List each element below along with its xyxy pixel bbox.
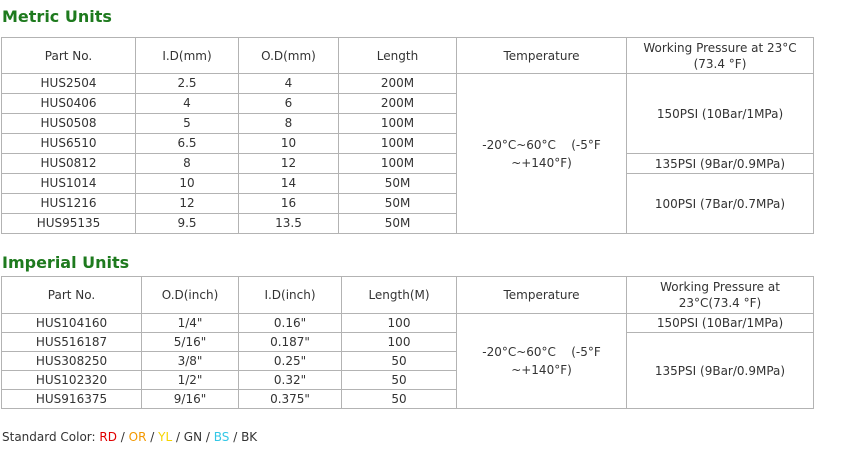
color-bk: BK [241,430,258,444]
length: 100M [339,114,457,134]
inner-diameter: 0.375" [239,390,342,409]
color-separator: / [146,430,159,444]
temperature-line-2: ~+140°F) [511,363,572,377]
imperial-units-title: Imperial Units [2,253,130,272]
length: 50 [342,390,457,409]
table-row [2,74,814,94]
part-no: HUS6510 [2,134,136,154]
inner-diameter: 9.5 [136,214,239,234]
temperature-line-1: -20°C~60°C (-5°F [482,345,601,359]
outer-diameter: 1/2" [142,371,239,390]
outer-diameter: 9/16" [142,390,239,409]
part-no: HUS95135 [2,214,136,234]
pressure-value: 150PSI (10Bar/1MPa) [627,314,814,333]
header-id: I.D(mm) [136,38,239,74]
outer-diameter: 10 [239,134,339,154]
outer-diameter: 5/16" [142,333,239,352]
inner-diameter: 12 [136,194,239,214]
inner-diameter: 2.5 [136,74,239,94]
length: 100M [339,154,457,174]
color-rd: RD [99,430,117,444]
outer-diameter: 13.5 [239,214,339,234]
pressure-value: 135PSI (9Bar/0.9MPa) [627,333,814,409]
part-no: HUS0812 [2,154,136,174]
length: 200M [339,74,457,94]
imperial-units-table [1,276,814,409]
length: 50M [339,214,457,234]
part-no: HUS104160 [2,314,142,333]
outer-diameter: 1/4" [142,314,239,333]
pressure-value: 100PSI (7Bar/0.7MPa) [627,174,814,234]
color-separator: / [172,430,184,444]
inner-diameter: 6.5 [136,134,239,154]
part-no: HUS916375 [2,390,142,409]
part-no: HUS0406 [2,94,136,114]
header-id: I.D(inch) [239,277,342,314]
inner-diameter: 5 [136,114,239,134]
length: 200M [339,94,457,114]
header-od: O.D(inch) [142,277,239,314]
header-od: O.D(mm) [239,38,339,74]
outer-diameter: 14 [239,174,339,194]
part-no: HUS102320 [2,371,142,390]
color-gn: GN [183,430,203,444]
outer-diameter: 4 [239,74,339,94]
inner-diameter: 4 [136,94,239,114]
outer-diameter: 16 [239,194,339,214]
inner-diameter: 0.187" [239,333,342,352]
header-length: Length(M) [342,277,457,314]
header-working-pressure: Working Pressure at 23°C(73.4 °F) [627,277,814,314]
length: 50 [342,352,457,371]
table-row [2,154,814,174]
inner-diameter: 10 [136,174,239,194]
length: 50 [342,371,457,390]
temperature-range [457,314,627,409]
length: 100 [342,314,457,333]
pressure-value: 150PSI (10Bar/1MPa) [627,74,814,154]
outer-diameter: 12 [239,154,339,174]
color-separator: / [116,430,129,444]
color-separator: / [229,430,242,444]
length: 100 [342,333,457,352]
part-no: HUS1216 [2,194,136,214]
part-no: HUS0508 [2,114,136,134]
part-no: HUS308250 [2,352,142,371]
table-row [2,333,814,352]
header-temperature: Temperature [457,38,627,74]
standard-color-line [2,430,257,444]
header-part-no: Part No. [2,277,142,314]
header-length: Length [339,38,457,74]
part-no: HUS516187 [2,333,142,352]
color-yl: YL [158,430,173,444]
standard-color-label: Standard Color: [2,430,100,444]
metric-units-table [1,37,814,234]
part-no: HUS1014 [2,174,136,194]
color-separator: / [202,430,214,444]
length: 50M [339,194,457,214]
temperature-line-1: -20°C~60°C (-5°F [482,137,601,152]
header-part-no: Part No. [2,38,136,74]
temperature-line-2: ~+140°F) [511,155,572,170]
inner-diameter: 0.16" [239,314,342,333]
inner-diameter: 0.25" [239,352,342,371]
outer-diameter: 3/8" [142,352,239,371]
pressure-value: 135PSI (9Bar/0.9MPa) [627,154,814,174]
table-header-row [2,277,814,314]
part-no: HUS2504 [2,74,136,94]
header-working-pressure: Working Pressure at 23°C (73.4 °F) [627,38,814,74]
inner-diameter: 8 [136,154,239,174]
color-or: OR [128,430,147,444]
length: 100M [339,134,457,154]
table-header-row [2,38,814,74]
table-row [2,314,814,333]
inner-diameter: 0.32" [239,371,342,390]
header-temperature: Temperature [457,277,627,314]
color-bs: BS [213,430,230,444]
outer-diameter: 6 [239,94,339,114]
temperature-range [457,74,627,234]
metric-units-title: Metric Units [2,7,112,26]
length: 50M [339,174,457,194]
table-row [2,174,814,194]
outer-diameter: 8 [239,114,339,134]
